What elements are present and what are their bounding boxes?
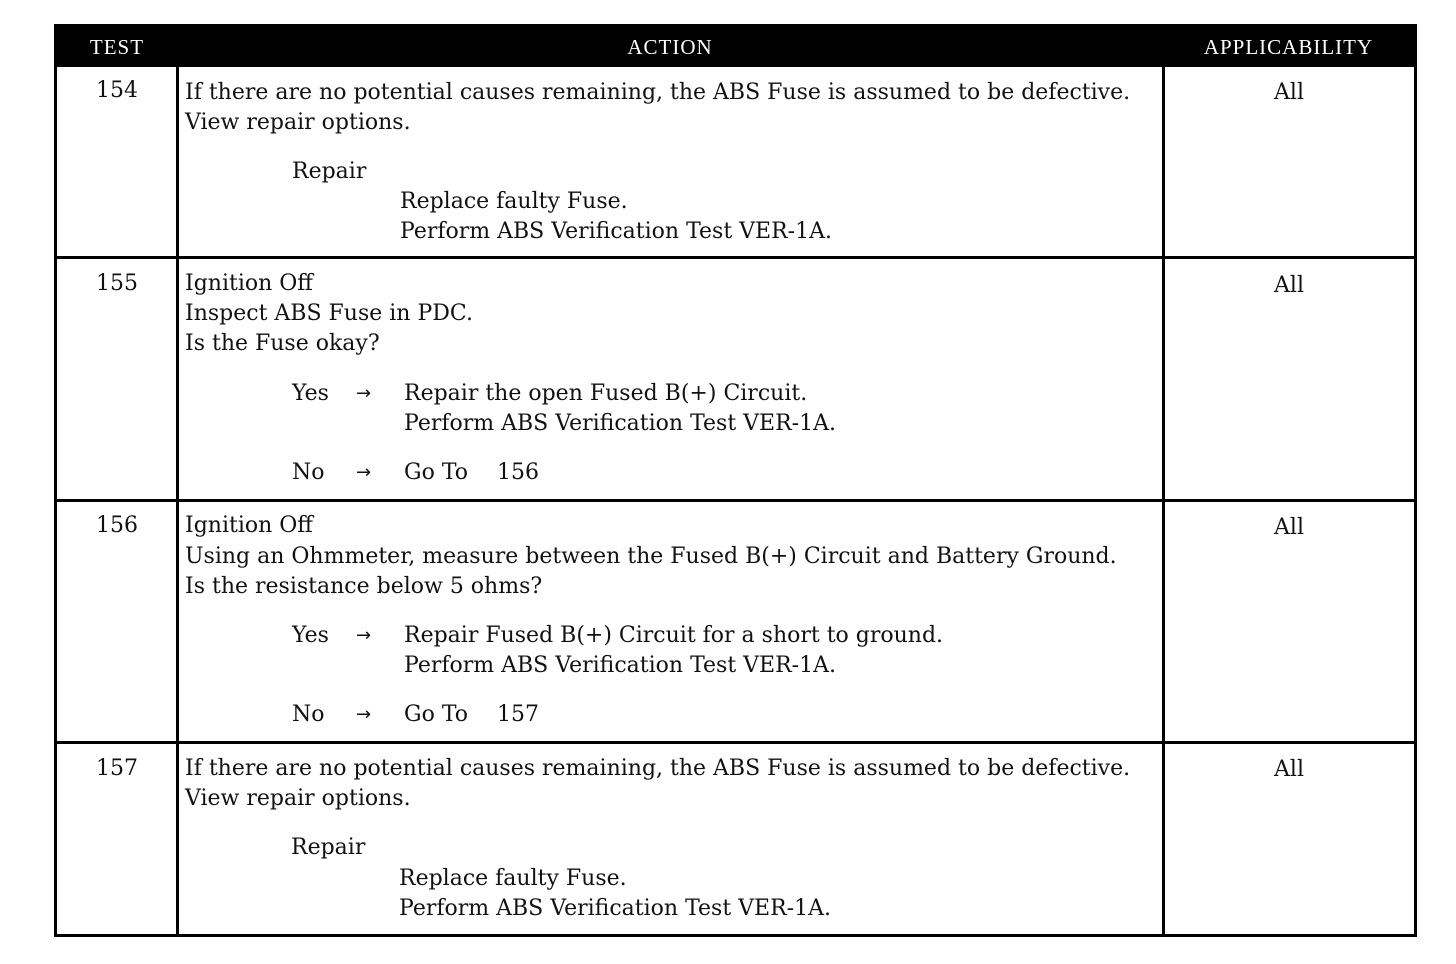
action-line: Is the Fuse okay? — [185, 331, 380, 356]
applicability-value: All — [1274, 757, 1304, 782]
action-line: Ignition Off — [185, 513, 313, 538]
repair-line: Perform ABS Verification Test VER-1A. — [399, 896, 831, 921]
applicability-value: All — [1274, 80, 1304, 105]
repair-label: Repair — [292, 159, 367, 184]
goto-target: 157 — [497, 702, 539, 727]
yes-label: Yes — [292, 381, 329, 406]
row-divider — [57, 741, 1414, 744]
row-divider — [57, 499, 1414, 502]
action-line: Is the resistance below 5 ohms? — [185, 574, 543, 599]
no-label: No — [292, 702, 325, 727]
arrow-right-icon: → — [356, 704, 372, 725]
yes-action-line: Repair Fused B(+) Circuit for a short to ground. — [404, 623, 944, 648]
action-line: Inspect ABS Fuse in PDC. — [185, 301, 473, 326]
yes-action-line: Perform ABS Verification Test VER-1A. — [404, 653, 836, 678]
arrow-right-icon: → — [356, 383, 372, 404]
header-action: ACTION — [177, 27, 1163, 67]
yes-action-line: Repair the open Fused B(+) Circuit. — [404, 381, 808, 406]
no-label: No — [292, 460, 325, 485]
arrow-right-icon: → — [356, 462, 372, 483]
test-number: 155 — [96, 271, 138, 296]
action-line: Using an Ohmmeter, measure between the Fused B(+) Circuit and Battery Ground. — [185, 544, 1117, 569]
test-number: 157 — [96, 756, 138, 781]
diagnostic-test-table — [54, 24, 1417, 937]
action-line: If there are no potential causes remaining, the ABS Fuse is assumed to be defective. — [185, 756, 1131, 781]
header-applicability: APPLICABILITY — [1163, 27, 1414, 67]
repair-label: Repair — [291, 835, 366, 860]
repair-line: Perform ABS Verification Test VER-1A. — [400, 219, 832, 244]
header-test: TEST — [57, 27, 177, 67]
goto-text: Go To — [404, 702, 469, 727]
repair-line: Replace faulty Fuse. — [399, 866, 627, 891]
goto-target: 156 — [497, 460, 539, 485]
action-line: View repair options. — [185, 786, 411, 811]
arrow-right-icon: → — [356, 625, 372, 646]
action-line: View repair options. — [185, 110, 411, 135]
row-divider — [57, 256, 1414, 259]
goto-text: Go To — [404, 460, 469, 485]
yes-action-line: Perform ABS Verification Test VER-1A. — [404, 411, 836, 436]
applicability-value: All — [1274, 515, 1304, 540]
action-line: If there are no potential causes remaining, the ABS Fuse is assumed to be defective. — [185, 80, 1131, 105]
action-line: Ignition Off — [185, 271, 313, 296]
applicability-value: All — [1274, 273, 1304, 298]
test-number: 154 — [96, 78, 138, 103]
yes-label: Yes — [292, 623, 329, 648]
repair-line: Replace faulty Fuse. — [400, 189, 628, 214]
test-number: 156 — [96, 513, 138, 538]
